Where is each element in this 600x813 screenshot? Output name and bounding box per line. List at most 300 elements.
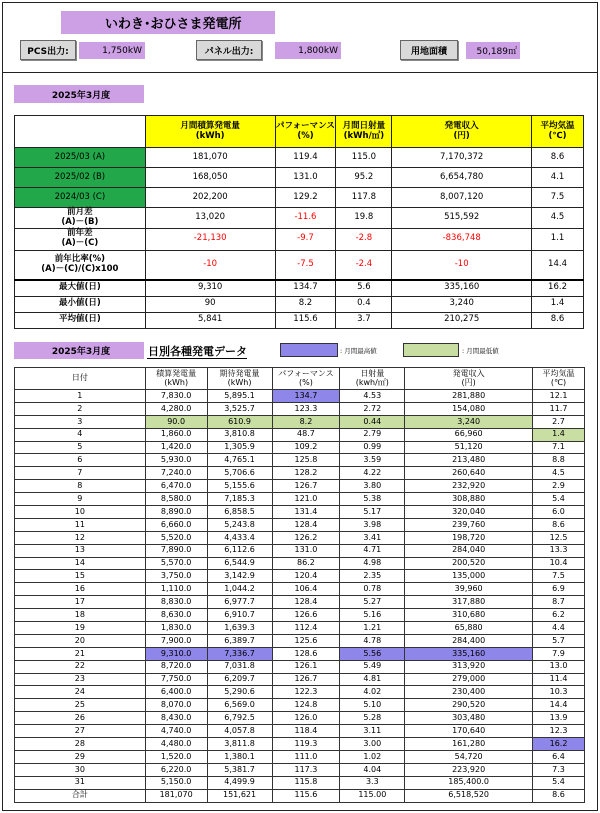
summary-cell: 8.6 [532, 312, 584, 328]
daily-cell: 119.3 [272, 738, 340, 751]
summary-cell: 4.1 [532, 168, 584, 188]
legend-max-swatch [280, 343, 338, 357]
daily-cell: 1,110.0 [145, 583, 207, 596]
daily-cell: 6.4 [533, 750, 585, 763]
daily-cell: 5.10 [340, 699, 405, 712]
summary-cell: 4.5 [532, 208, 584, 229]
daily-cell: 131.4 [272, 506, 340, 519]
summary-cell: 134.7 [275, 280, 336, 296]
summary-cell: 3.7 [336, 312, 392, 328]
summary-header-row [15, 116, 584, 148]
daily-cell: 4,280.0 [145, 402, 207, 415]
daily-cell: 8,630.0 [145, 609, 207, 622]
summary-cell: -10 [145, 250, 275, 280]
daily-cell: 3,750.0 [145, 570, 207, 583]
summary-row [15, 312, 584, 328]
summary-row-label: 前月差 (A)－(B) [15, 208, 146, 229]
daily-cell: 4,480.0 [145, 738, 207, 751]
daily-subtitle: 日別各種発電データ [148, 344, 247, 358]
daily-cell: 5,930.0 [145, 454, 207, 467]
daily-cell: 126.7 [272, 480, 340, 493]
daily-cell: 3.00 [340, 738, 405, 751]
divider [2, 72, 598, 73]
daily-cell: 335,160 [405, 647, 533, 660]
summary-row [15, 296, 584, 312]
summary-row [15, 148, 584, 168]
summary-table [14, 115, 584, 329]
daily-cell: 5,520.0 [145, 531, 207, 544]
daily-cell: 39,960 [405, 583, 533, 596]
daily-cell: 5,150.0 [145, 776, 207, 789]
daily-total-cell: 6,518,520 [405, 789, 533, 802]
daily-cell: 4.53 [340, 390, 405, 403]
daily-cell: 4.4 [533, 622, 585, 635]
daily-day-cell: 1 [15, 390, 146, 403]
daily-cell: 120.4 [272, 570, 340, 583]
summary-row-label: 最小値(日) [15, 296, 146, 312]
daily-cell: 4.02 [340, 686, 405, 699]
daily-cell: 7,900.0 [145, 634, 207, 647]
daily-cell: 5.38 [340, 493, 405, 506]
daily-row [15, 712, 585, 725]
daily-cell: 3.3 [340, 776, 405, 789]
daily-cell: 3.98 [340, 518, 405, 531]
daily-day-cell: 4 [15, 428, 146, 441]
daily-day-cell: 7 [15, 467, 146, 480]
daily-cell: 12.1 [533, 390, 585, 403]
summary-cell: 181,070 [145, 148, 275, 168]
pcs-output-label: PCS出力: [20, 40, 76, 60]
daily-cell: 4.81 [340, 673, 405, 686]
daily-row [15, 544, 585, 557]
daily-cell: 1,305.9 [207, 441, 272, 454]
summary-cell: -9.7 [275, 228, 336, 250]
daily-cell: 8,580.0 [145, 493, 207, 506]
daily-cell: 6,792.5 [207, 712, 272, 725]
summary-row [15, 280, 584, 296]
daily-cell: 5.16 [340, 609, 405, 622]
daily-table [14, 367, 585, 803]
daily-cell: 51,120 [405, 441, 533, 454]
daily-cell: 8.2 [272, 415, 340, 428]
daily-cell: 213,480 [405, 454, 533, 467]
daily-cell: 5.49 [340, 660, 405, 673]
daily-cell: 13.9 [533, 712, 585, 725]
daily-cell: 284,040 [405, 544, 533, 557]
daily-total-cell: 181,070 [145, 789, 207, 802]
daily-row [15, 402, 585, 415]
daily-cell: 8,430.0 [145, 712, 207, 725]
land-area-label: 用地面積 [400, 40, 458, 60]
daily-cell: 2.35 [340, 570, 405, 583]
daily-cell: 6,660.0 [145, 518, 207, 531]
page-title: いわき･おひさま発電所 [61, 11, 275, 34]
daily-cell: 126.1 [272, 660, 340, 673]
daily-cell: 5.7 [533, 634, 585, 647]
daily-cell: 6,910.7 [207, 609, 272, 622]
daily-cell: 128.2 [272, 467, 340, 480]
daily-row [15, 776, 585, 789]
daily-cell: 3,811.8 [207, 738, 272, 751]
daily-cell: 0.99 [340, 441, 405, 454]
daily-cell: 3.41 [340, 531, 405, 544]
summary-row-label: 平均値(日) [15, 312, 146, 328]
daily-cell: 5,290.6 [207, 686, 272, 699]
daily-header-cell: 期待発電量 (kWh) [207, 368, 272, 390]
daily-row [15, 622, 585, 635]
daily-cell: 126.6 [272, 609, 340, 622]
daily-cell: 6,544.9 [207, 557, 272, 570]
daily-cell: 6,220.0 [145, 763, 207, 776]
daily-day-cell: 19 [15, 622, 146, 635]
daily-cell: 290,520 [405, 699, 533, 712]
daily-cell: 2.9 [533, 480, 585, 493]
daily-cell: 3.80 [340, 480, 405, 493]
daily-row [15, 725, 585, 738]
daily-cell: 86.2 [272, 557, 340, 570]
daily-cell: 135,000 [405, 570, 533, 583]
daily-cell: 6.9 [533, 583, 585, 596]
summary-cell: 3,240 [392, 296, 532, 312]
summary-cell: 210,275 [392, 312, 532, 328]
daily-cell: 260,640 [405, 467, 533, 480]
daily-cell: 4,499.9 [207, 776, 272, 789]
daily-cell: 117.3 [272, 763, 340, 776]
summary-row-label: 2025/02 (B) [15, 168, 146, 188]
summary-cell: -21,130 [145, 228, 275, 250]
summary-cell: 131.0 [275, 168, 336, 188]
daily-cell: 11.7 [533, 402, 585, 415]
daily-cell: 10.3 [533, 686, 585, 699]
daily-cell: 1,044.2 [207, 583, 272, 596]
summary-section-title: 2025年3月度 [14, 85, 144, 103]
daily-cell: 126.2 [272, 531, 340, 544]
daily-cell: 0.78 [340, 583, 405, 596]
daily-cell: 230,400 [405, 686, 533, 699]
daily-row [15, 596, 585, 609]
daily-cell: 1,860.0 [145, 428, 207, 441]
daily-day-cell: 30 [15, 763, 146, 776]
daily-cell: 126.7 [272, 673, 340, 686]
daily-cell: 6.0 [533, 506, 585, 519]
daily-cell: 5,381.7 [207, 763, 272, 776]
daily-section-title: 2025年3月度 [14, 342, 144, 359]
daily-day-cell: 2 [15, 402, 146, 415]
daily-cell: 5,570.0 [145, 557, 207, 570]
daily-header-cell: 平均気温 (℃) [533, 368, 585, 390]
daily-row [15, 660, 585, 673]
daily-cell: 8.6 [533, 518, 585, 531]
daily-row [15, 570, 585, 583]
daily-cell: 6.2 [533, 609, 585, 622]
summary-row-label: 2024/03 (C) [15, 188, 146, 208]
summary-row [15, 228, 584, 250]
daily-cell: 109.2 [272, 441, 340, 454]
daily-cell: 2.79 [340, 428, 405, 441]
daily-cell: 128.4 [272, 518, 340, 531]
daily-row [15, 454, 585, 467]
summary-cell: 119.4 [275, 148, 336, 168]
daily-cell: 122.3 [272, 686, 340, 699]
summary-cell: 8,007,120 [392, 188, 532, 208]
daily-day-cell: 25 [15, 699, 146, 712]
summary-cell: 90 [145, 296, 275, 312]
daily-cell: 6,209.7 [207, 673, 272, 686]
daily-row [15, 583, 585, 596]
daily-day-cell: 24 [15, 686, 146, 699]
daily-cell: 4.78 [340, 634, 405, 647]
summary-row-label: 2025/03 (A) [15, 148, 146, 168]
daily-cell: 303,480 [405, 712, 533, 725]
daily-cell: 185,400.0 [405, 776, 533, 789]
panel-output-label: パネル出力: [196, 40, 262, 60]
daily-cell: 1.4 [533, 428, 585, 441]
daily-cell: 308,880 [405, 493, 533, 506]
daily-day-cell: 26 [15, 712, 146, 725]
daily-row [15, 415, 585, 428]
daily-cell: 284,400 [405, 634, 533, 647]
daily-row [15, 634, 585, 647]
daily-cell: 5.56 [340, 647, 405, 660]
daily-cell: 3,525.7 [207, 402, 272, 415]
daily-cell: 9,310.0 [145, 647, 207, 660]
daily-cell: 7.1 [533, 441, 585, 454]
daily-cell: 610.9 [207, 415, 272, 428]
daily-cell: 128.4 [272, 596, 340, 609]
daily-cell: 8,070.0 [145, 699, 207, 712]
daily-cell: 1,830.0 [145, 622, 207, 635]
summary-cell: -2.4 [336, 250, 392, 280]
daily-cell: 6,977.7 [207, 596, 272, 609]
summary-header-cell: パフォーマンス (%) [275, 116, 336, 148]
daily-cell: 3.59 [340, 454, 405, 467]
daily-cell: 6,400.0 [145, 686, 207, 699]
daily-row [15, 441, 585, 454]
daily-cell: 7,185.3 [207, 493, 272, 506]
daily-total-cell: 8.6 [533, 789, 585, 802]
summary-row [15, 188, 584, 208]
daily-cell: 48.7 [272, 428, 340, 441]
daily-cell: 6,569.0 [207, 699, 272, 712]
daily-cell: 5,243.8 [207, 518, 272, 531]
summary-cell: 7.5 [532, 188, 584, 208]
daily-row [15, 518, 585, 531]
daily-cell: 125.8 [272, 454, 340, 467]
daily-row [15, 750, 585, 763]
daily-cell: 4,765.1 [207, 454, 272, 467]
daily-row [15, 647, 585, 660]
summary-cell: 129.2 [275, 188, 336, 208]
daily-cell: 90.0 [145, 415, 207, 428]
daily-cell: 10.4 [533, 557, 585, 570]
daily-total-row [15, 789, 585, 802]
daily-cell: 4.5 [533, 467, 585, 480]
daily-row [15, 390, 585, 403]
daily-cell: 7,336.7 [207, 647, 272, 660]
daily-cell: 6,112.6 [207, 544, 272, 557]
daily-row [15, 467, 585, 480]
summary-cell: 115.0 [336, 148, 392, 168]
daily-header-cell: 積算発電量 (kWh) [145, 368, 207, 390]
daily-day-cell: 5 [15, 441, 146, 454]
summary-cell: 8.2 [275, 296, 336, 312]
daily-row [15, 686, 585, 699]
daily-cell: 121.0 [272, 493, 340, 506]
daily-row [15, 428, 585, 441]
daily-total-cell: 151,621 [207, 789, 272, 802]
summary-cell: 95.2 [336, 168, 392, 188]
daily-cell: 3,240 [405, 415, 533, 428]
daily-day-cell: 15 [15, 570, 146, 583]
summary-row-label: 前年比率(%) (A)－(C)/(C)x100 [15, 250, 146, 280]
summary-corner [15, 116, 146, 148]
summary-header-cell: 月間積算発電量 (kWh) [145, 116, 275, 148]
summary-header-cell: 月間日射量 (kWh/㎡) [336, 116, 392, 148]
daily-row [15, 480, 585, 493]
panel-output-value: 1,800kW [275, 42, 341, 59]
daily-cell: 1.02 [340, 750, 405, 763]
summary-cell: 335,160 [392, 280, 532, 296]
daily-day-cell: 20 [15, 634, 146, 647]
daily-cell: 239,760 [405, 518, 533, 531]
daily-day-cell: 14 [15, 557, 146, 570]
daily-total-cell: 115.00 [340, 789, 405, 802]
daily-day-cell: 13 [15, 544, 146, 557]
daily-row [15, 506, 585, 519]
daily-cell: 5.17 [340, 506, 405, 519]
daily-day-cell: 17 [15, 596, 146, 609]
daily-cell: 6,389.7 [207, 634, 272, 647]
daily-cell: 7.9 [533, 647, 585, 660]
daily-cell: 7,031.8 [207, 660, 272, 673]
land-area-value: 50,189㎡ [466, 42, 520, 59]
summary-row [15, 250, 584, 280]
summary-cell: 1.4 [532, 296, 584, 312]
summary-cell: -7.5 [275, 250, 336, 280]
daily-row [15, 531, 585, 544]
daily-cell: 4.71 [340, 544, 405, 557]
daily-cell: 131.0 [272, 544, 340, 557]
pcs-output-value: 1,750kW [79, 42, 145, 59]
daily-day-cell: 10 [15, 506, 146, 519]
daily-row [15, 493, 585, 506]
daily-cell: 12.3 [533, 725, 585, 738]
daily-cell: 4.22 [340, 467, 405, 480]
daily-total-cell: 115.6 [272, 789, 340, 802]
summary-row [15, 168, 584, 188]
daily-row [15, 609, 585, 622]
summary-cell: 8.6 [532, 148, 584, 168]
summary-cell: 115.6 [275, 312, 336, 328]
daily-cell: 1,380.1 [207, 750, 272, 763]
daily-day-cell: 11 [15, 518, 146, 531]
summary-cell: 5.6 [336, 280, 392, 296]
daily-day-cell: 27 [15, 725, 146, 738]
summary-cell: 168,050 [145, 168, 275, 188]
daily-cell: 7,750.0 [145, 673, 207, 686]
daily-header-cell: 日射量 (kwh/㎡) [340, 368, 405, 390]
daily-cell: 3,810.8 [207, 428, 272, 441]
daily-cell: 12.5 [533, 531, 585, 544]
daily-cell: 8.8 [533, 454, 585, 467]
daily-cell: 1,420.0 [145, 441, 207, 454]
summary-cell: 117.8 [336, 188, 392, 208]
daily-cell: 8,720.0 [145, 660, 207, 673]
daily-cell: 279,000 [405, 673, 533, 686]
summary-cell: 1.1 [532, 228, 584, 250]
daily-cell: 7,890.0 [145, 544, 207, 557]
daily-cell: 1.21 [340, 622, 405, 635]
summary-cell: -10 [392, 250, 532, 280]
daily-cell: 5.4 [533, 776, 585, 789]
daily-cell: 154,080 [405, 402, 533, 415]
summary-cell: 5,841 [145, 312, 275, 328]
summary-row [15, 208, 584, 229]
daily-header-cell: パフォーマンス (%) [272, 368, 340, 390]
daily-cell: 124.8 [272, 699, 340, 712]
daily-day-cell: 22 [15, 660, 146, 673]
legend-min-swatch [403, 343, 459, 357]
daily-day-cell: 28 [15, 738, 146, 751]
daily-cell: 3,142.9 [207, 570, 272, 583]
daily-cell: 5.27 [340, 596, 405, 609]
daily-day-cell: 8 [15, 480, 146, 493]
daily-cell: 13.0 [533, 660, 585, 673]
daily-cell: 66,960 [405, 428, 533, 441]
daily-day-cell: 18 [15, 609, 146, 622]
daily-cell: 4.04 [340, 763, 405, 776]
daily-cell: 118.4 [272, 725, 340, 738]
daily-cell: 8,830.0 [145, 596, 207, 609]
summary-header-cell: 平均気温 (℃) [532, 116, 584, 148]
daily-header-cell: 日付 [15, 368, 146, 390]
daily-cell: 5,895.1 [207, 390, 272, 403]
daily-cell: 54,720 [405, 750, 533, 763]
daily-cell: 5,155.6 [207, 480, 272, 493]
daily-cell: 16.2 [533, 738, 585, 751]
daily-cell: 198,720 [405, 531, 533, 544]
daily-cell: 126.0 [272, 712, 340, 725]
daily-cell: 2.72 [340, 402, 405, 415]
summary-row-label: 最大値(日) [15, 280, 146, 296]
daily-row [15, 557, 585, 570]
daily-cell: 161,280 [405, 738, 533, 751]
daily-cell: 1,639.3 [207, 622, 272, 635]
daily-cell: 14.4 [533, 699, 585, 712]
daily-cell: 6,470.0 [145, 480, 207, 493]
daily-cell: 200,520 [405, 557, 533, 570]
daily-day-cell: 31 [15, 776, 146, 789]
daily-cell: 125.6 [272, 634, 340, 647]
daily-cell: 0.44 [340, 415, 405, 428]
subtitle-underline [147, 358, 247, 359]
legend-min-label: : 月間最低値 [462, 346, 499, 355]
daily-cell: 115.8 [272, 776, 340, 789]
daily-cell: 4.98 [340, 557, 405, 570]
daily-cell: 7,830.0 [145, 390, 207, 403]
summary-cell: 202,200 [145, 188, 275, 208]
summary-cell: 13,020 [145, 208, 275, 229]
daily-cell: 1,520.0 [145, 750, 207, 763]
daily-day-cell: 9 [15, 493, 146, 506]
summary-header-cell: 発電収入 (円) [392, 116, 532, 148]
daily-day-cell: 6 [15, 454, 146, 467]
summary-cell: -2.8 [336, 228, 392, 250]
daily-cell: 13.3 [533, 544, 585, 557]
daily-cell: 4,057.8 [207, 725, 272, 738]
daily-cell: 65,880 [405, 622, 533, 635]
daily-cell: 112.4 [272, 622, 340, 635]
